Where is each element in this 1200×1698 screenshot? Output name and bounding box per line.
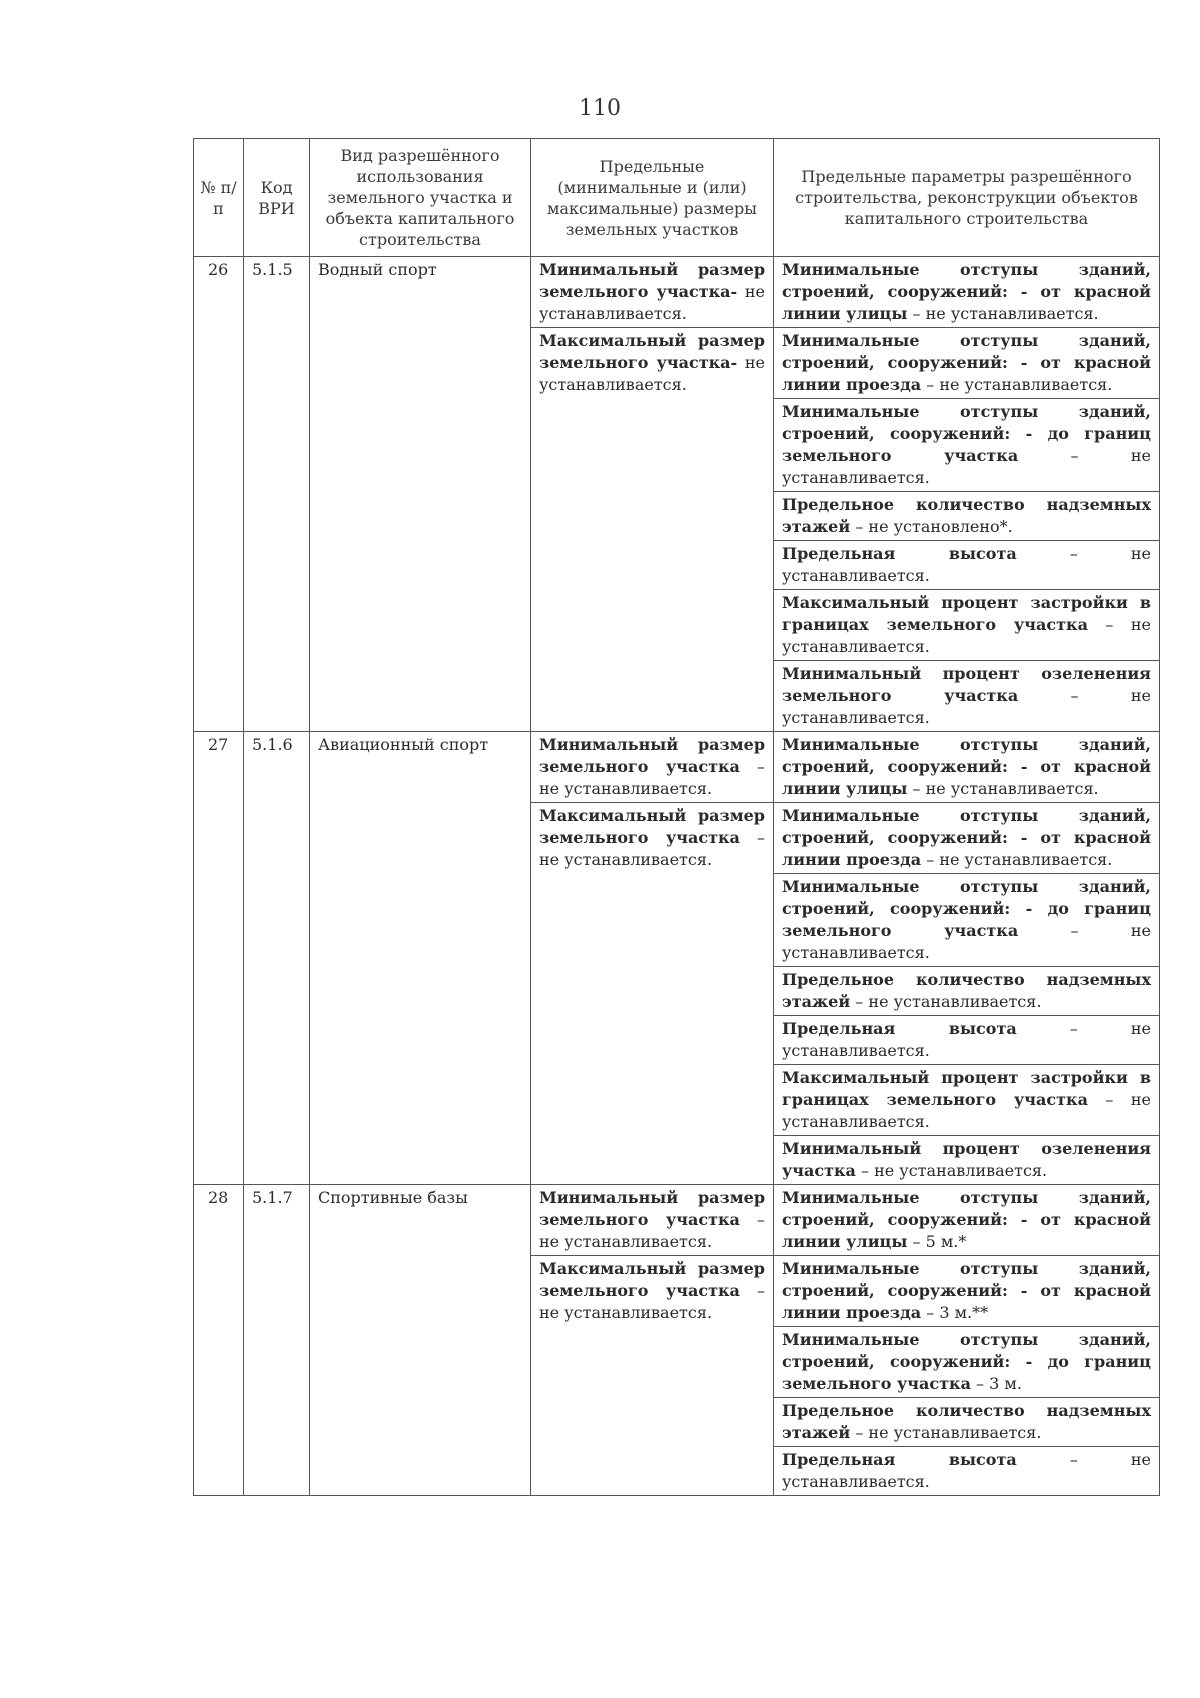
row-code: 5.1.6 bbox=[244, 732, 310, 1185]
size-cell: Минимальный размер земельного участка – не устанавливается. bbox=[531, 732, 774, 803]
param-cell: Предельная высота – не устанавливается. bbox=[774, 1016, 1160, 1065]
param-cell: Минимальные отступы зданий, строений, сооружений: - до границ земельного участка – 3 м. bbox=[774, 1327, 1160, 1398]
regulations-table bbox=[193, 138, 1160, 1496]
param-cell: Предельное количество надземных этажей – не устанавливается. bbox=[774, 967, 1160, 1016]
param-cell: Минимальные отступы зданий, строений, сооружений: - от красной линии проезда – не устанавливается. bbox=[774, 328, 1160, 399]
param-cell: Минимальные отступы зданий, строений, сооружений: - от красной линии проезда – не устанавливается. bbox=[774, 803, 1160, 874]
param-cell: Предельное количество надземных этажей – не устанавливается. bbox=[774, 1398, 1160, 1447]
size-cell: Минимальный размер земельного участка- не устанавливается. bbox=[531, 257, 774, 328]
table-row bbox=[194, 1185, 1160, 1256]
param-cell: Минимальные отступы зданий, строений, сооружений: - от красной линии улицы – 5 м.* bbox=[774, 1185, 1160, 1256]
param-cell: Минимальный процент озеленения участка – не устанавливается. bbox=[774, 1136, 1160, 1185]
param-cell: Минимальный процент озеленения земельного участка – не устанавливается. bbox=[774, 661, 1160, 732]
param-cell: Минимальные отступы зданий, строений, сооружений: - до границ земельного участка – не устанавливается. bbox=[774, 399, 1160, 492]
header-code: Код ВРИ bbox=[244, 139, 310, 257]
row-number: 27 bbox=[194, 732, 244, 1185]
param-cell: Максимальный процент застройки в границах земельного участка – не устанавливается. bbox=[774, 1065, 1160, 1136]
row-use-name: Спортивные базы bbox=[310, 1185, 531, 1496]
row-use-name: Авиационный спорт bbox=[310, 732, 531, 1185]
row-code: 5.1.7 bbox=[244, 1185, 310, 1496]
row-use-name: Водный спорт bbox=[310, 257, 531, 732]
size-cell: Минимальный размер земельного участка – не устанавливается. bbox=[531, 1185, 774, 1256]
param-cell: Максимальный процент застройки в границах земельного участка – не устанавливается. bbox=[774, 590, 1160, 661]
size-cell: Максимальный размер земельного участка- не устанавливается. bbox=[531, 328, 774, 732]
size-cell: Максимальный размер земельного участка – не устанавливается. bbox=[531, 803, 774, 1185]
row-number: 28 bbox=[194, 1185, 244, 1496]
param-cell: Предельная высота – не устанавливается. bbox=[774, 541, 1160, 590]
table-row bbox=[194, 732, 1160, 803]
row-number: 26 bbox=[194, 257, 244, 732]
table-row bbox=[194, 257, 1160, 328]
row-code: 5.1.5 bbox=[244, 257, 310, 732]
header-number: № п/п bbox=[194, 139, 244, 257]
size-cell: Максимальный размер земельного участка – не устанавливается. bbox=[531, 1256, 774, 1496]
param-cell: Предельная высота – не устанавливается. bbox=[774, 1447, 1160, 1496]
param-cell: Предельное количество надземных этажей – не установлено*. bbox=[774, 492, 1160, 541]
param-cell: Минимальные отступы зданий, строений, сооружений: - от красной линии проезда – 3 м.** bbox=[774, 1256, 1160, 1327]
header-use-type: Вид разрешённого использования земельного участка и объекта капитального строительства bbox=[310, 139, 531, 257]
header-building-params: Предельные параметры разрешённого строительства, реконструкции объектов капитального строительства bbox=[774, 139, 1160, 257]
param-cell: Минимальные отступы зданий, строений, сооружений: - от красной линии улицы – не устанавливается. bbox=[774, 257, 1160, 328]
page-number: 110 bbox=[579, 96, 621, 121]
param-cell: Минимальные отступы зданий, строений, сооружений: - от красной линии улицы – не устанавливается. bbox=[774, 732, 1160, 803]
param-cell: Минимальные отступы зданий, строений, сооружений: - до границ земельного участка – не устанавливается. bbox=[774, 874, 1160, 967]
header-plot-sizes: Предельные (минимальные и (или) максимальные) размеры земельных участков bbox=[531, 139, 774, 257]
table-header-row bbox=[194, 139, 1160, 257]
